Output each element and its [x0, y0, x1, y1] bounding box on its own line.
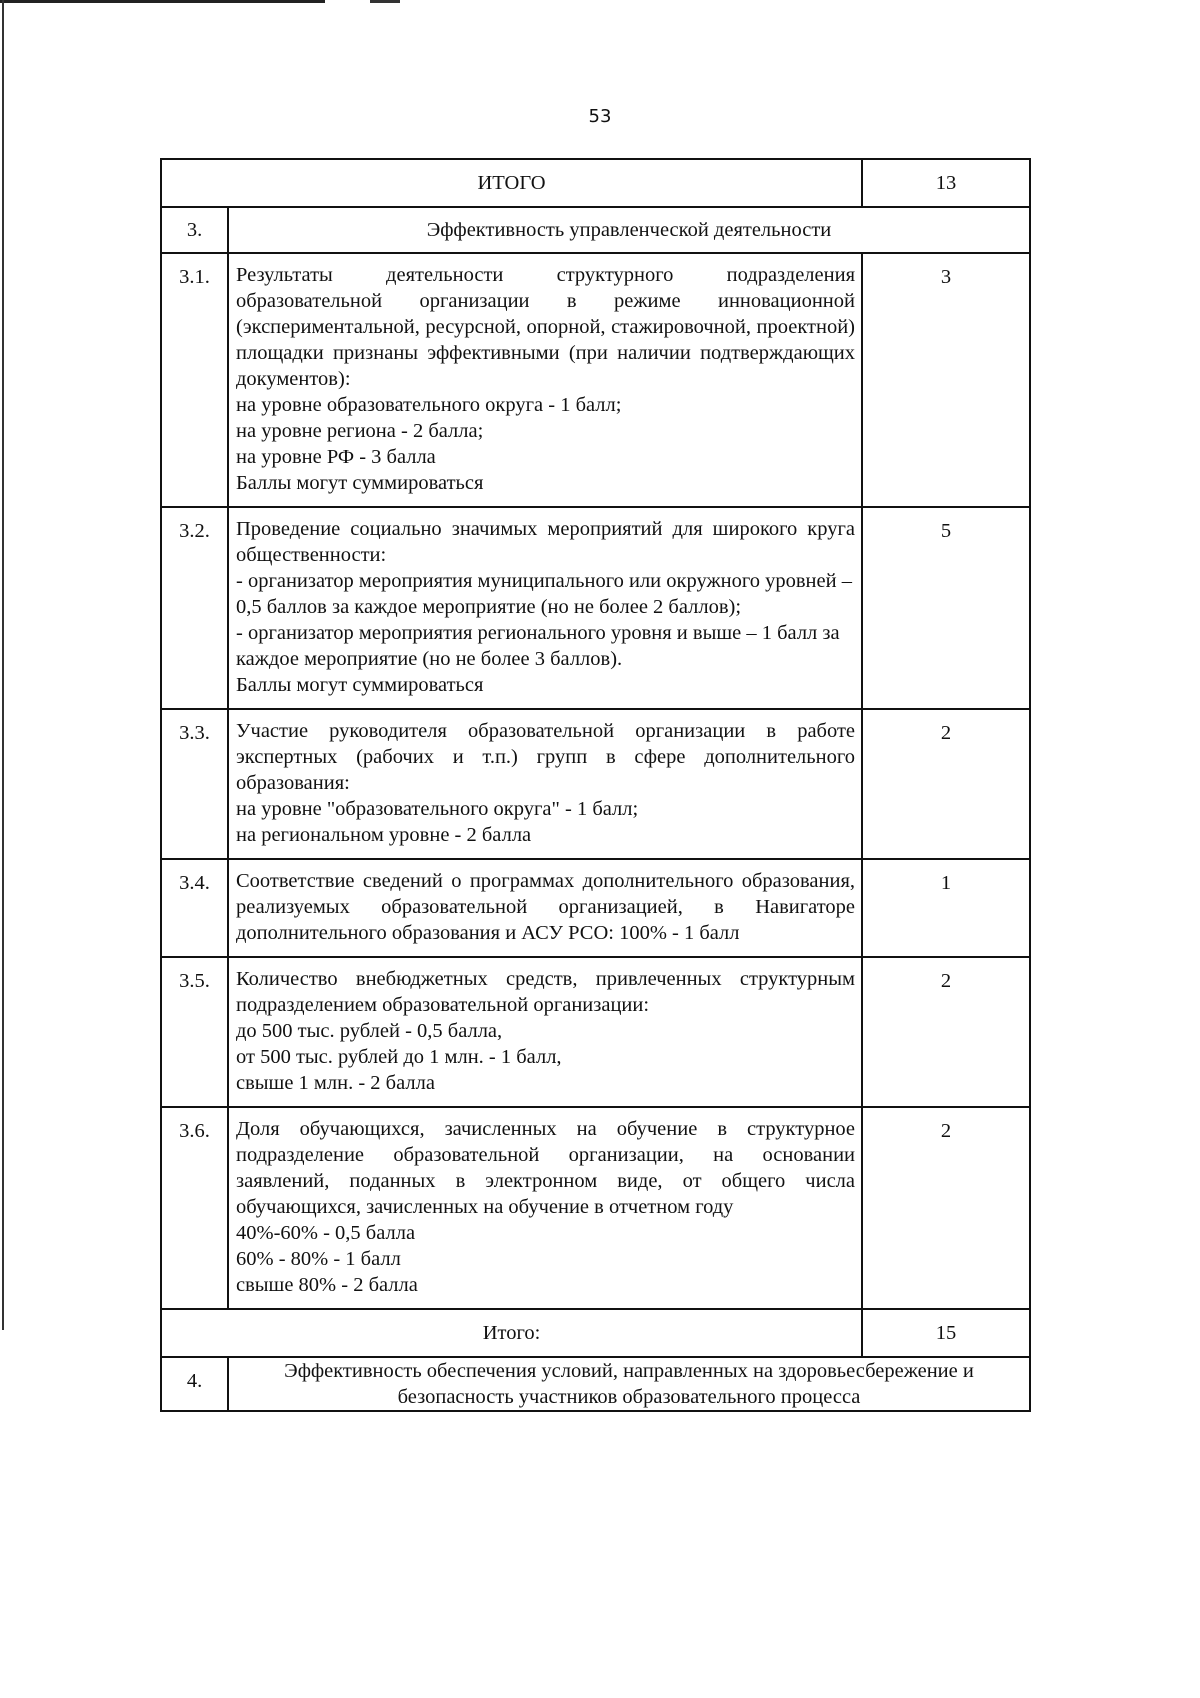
criteria-row [161, 709, 1030, 859]
criteria-description [228, 859, 862, 957]
criteria-row [161, 859, 1030, 957]
scan-edge-top-fragment [370, 0, 400, 3]
section-4-header-row [161, 1357, 1030, 1411]
section-3-title: Эффективность управленческой деятельности [228, 207, 1030, 253]
criteria-max-score: 2 [862, 1107, 1030, 1309]
criteria-description [228, 1107, 862, 1309]
criteria-line: на региональном уровне - 2 балла [236, 824, 532, 846]
criteria-number: 3.6. [161, 1107, 228, 1309]
criteria-line: на уровне РФ - 3 балла [236, 446, 436, 468]
criteria-line: на уровне "образовательного округа" - 1 балл; [236, 798, 639, 820]
criteria-line: Баллы могут суммироваться [236, 674, 484, 696]
scan-edge-top [0, 0, 325, 3]
criteria-description [228, 957, 862, 1107]
criteria-line: свыше 80% - 2 балла [236, 1274, 418, 1296]
section-3-number: 3. [161, 207, 228, 253]
criteria-paragraph: Результаты деятельности структурного подразделения образовательной организации в режиме инновационной (экспериментальной, ресурсной, опорной, стажировочной, проектной) площадки признаны эффективными (при наличии подтверждающих документов): [236, 264, 856, 390]
section-3-header-row [161, 207, 1030, 253]
criteria-number: 3.1. [161, 253, 228, 507]
criteria-row [161, 253, 1030, 507]
criteria-row [161, 957, 1030, 1107]
criteria-row [161, 1107, 1030, 1309]
criteria-line: - организатор мероприятия муниципального или окружного уровней – 0,5 баллов за каждое мероприятие (но не более 2 баллов); [236, 570, 852, 618]
criteria-max-score: 3 [862, 253, 1030, 507]
criteria-line: Баллы могут суммироваться [236, 472, 484, 494]
criteria-line: свыше 1 млн. - 2 балла [236, 1072, 435, 1094]
criteria-paragraph: Соответствие сведений о программах дополнительного образования, реализуемых образовательной организацией, в Навигаторе дополнительного образования и АСУ РСО: 100% - 1 балл [236, 870, 856, 944]
bottom-total-label: Итого: [161, 1309, 862, 1357]
top-total-row [161, 159, 1030, 207]
criteria-line: 60% - 80% - 1 балл [236, 1248, 401, 1270]
criteria-paragraph: Количество внебюджетных средств, привлеченных структурным подразделением образовательной организации: [236, 968, 856, 1016]
criteria-max-score: 1 [862, 859, 1030, 957]
criteria-description [228, 507, 862, 709]
criteria-max-score: 5 [862, 507, 1030, 709]
scan-edge-left [2, 0, 4, 1330]
bottom-total-value: 15 [862, 1309, 1030, 1357]
criteria-paragraph: Проведение социально значимых мероприятий для широкого круга общественности: [236, 518, 856, 566]
criteria-line: на уровне образовательного округа - 1 балл; [236, 394, 622, 416]
top-total-value: 13 [862, 159, 1030, 207]
criteria-row [161, 507, 1030, 709]
criteria-line: 40%-60% - 0,5 балла [236, 1222, 416, 1244]
criteria-rows [161, 253, 1030, 1309]
section-4-title: Эффективность обеспечения условий, направленных на здоровьесбережение и безопасность участников образовательного процесса [228, 1357, 1030, 1411]
criteria-paragraph: Участие руководителя образовательной организации в работе экспертных (рабочих и т.п.) групп в сфере дополнительного образования: [236, 720, 856, 794]
criteria-number: 3.5. [161, 957, 228, 1107]
top-total-label: ИТОГО [161, 159, 862, 207]
criteria-number: 3.3. [161, 709, 228, 859]
criteria-number: 3.2. [161, 507, 228, 709]
criteria-description [228, 253, 862, 507]
criteria-description [228, 709, 862, 859]
criteria-table [160, 158, 1031, 1412]
criteria-line: до 500 тыс. рублей - 0,5 балла, [236, 1020, 503, 1042]
criteria-line: на уровне региона - 2 балла; [236, 420, 484, 442]
section-4-number: 4. [161, 1357, 228, 1411]
criteria-max-score: 2 [862, 957, 1030, 1107]
criteria-paragraph: Доля обучающихся, зачисленных на обучение в структурное подразделение образовательной организации, на основании заявлений, поданных в электронном виде, от общего числа обучающихся, зачисленных на обучение в отчетном году [236, 1118, 856, 1218]
criteria-number: 3.4. [161, 859, 228, 957]
criteria-max-score: 2 [862, 709, 1030, 859]
criteria-line: от 500 тыс. рублей до 1 млн. - 1 балл, [236, 1046, 562, 1068]
criteria-line: - организатор мероприятия регионального уровня и выше – 1 балл за каждое мероприятие (но не более 3 баллов). [236, 622, 840, 670]
page-number: 53 [588, 106, 612, 127]
bottom-total-row [161, 1309, 1030, 1357]
